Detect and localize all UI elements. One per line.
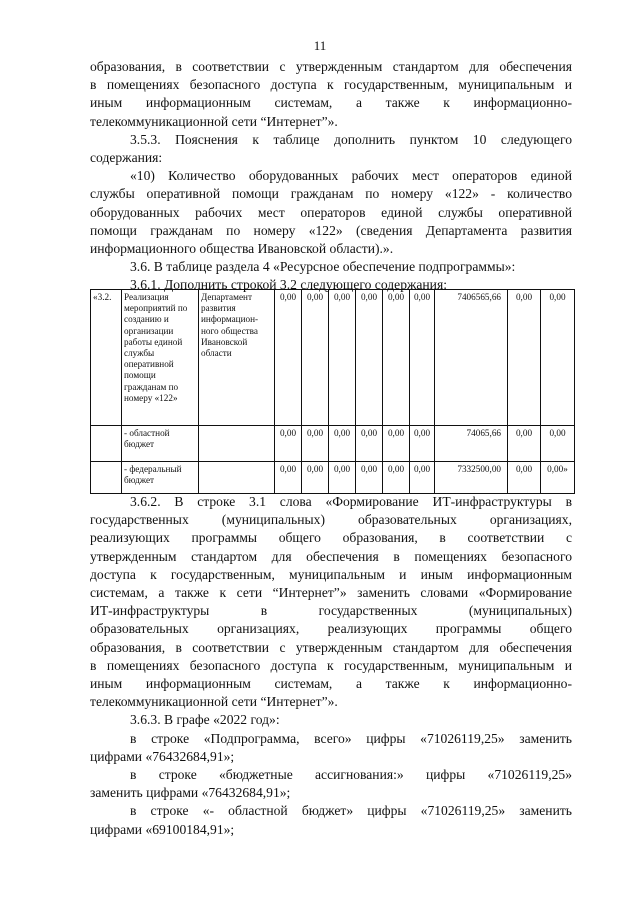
row-executor bbox=[199, 426, 275, 462]
text-line: заменить цифрами «76432684,91»; bbox=[90, 785, 291, 801]
table-row bbox=[91, 426, 575, 462]
text-line: утвержденным стандартом для обеспечения в помещениях безопасного bbox=[90, 548, 572, 564]
value-cell: 0,00 bbox=[410, 290, 435, 426]
text-line: содержания: bbox=[90, 150, 163, 166]
value-2023: 0,00 bbox=[508, 290, 541, 426]
value-2024: 0,00» bbox=[541, 462, 575, 494]
value-cell: 0,00 bbox=[356, 462, 383, 494]
text-line: 3.6.1. Дополнить строкой 3.2 следующего содержания: bbox=[130, 277, 447, 293]
text-line: «10) Количество оборудованных рабочих мест операторов единой bbox=[130, 168, 572, 184]
text-line: образовательных организациях, реализующих программы общего bbox=[90, 621, 572, 637]
text-line: иным информационным системам, а также к информационно- bbox=[90, 676, 572, 692]
text-line: государственных (муниципальных) образовательных организациях, bbox=[90, 512, 572, 528]
value-2024: 0,00 bbox=[541, 290, 575, 426]
row-name: - федеральный бюджет bbox=[122, 462, 199, 494]
text-line: цифрами «69100184,91»; bbox=[90, 821, 235, 837]
text-line: информационного общества Ивановской области).». bbox=[90, 241, 394, 257]
text-line: в помещениях безопасного доступа к государственным, муниципальным и bbox=[90, 657, 572, 673]
value-cell: 0,00 bbox=[383, 426, 410, 462]
row-name: Реализация мероприятий по созданию и организации работы единой службы оперативной помощи гражданам по номеру «122» bbox=[122, 290, 199, 426]
value-cell: 0,00 bbox=[410, 426, 435, 462]
value-2024: 0,00 bbox=[541, 426, 575, 462]
value-cell: 0,00 bbox=[383, 290, 410, 426]
text-line: системам, а также к сети “Интернет”» заменить словами «Формирование bbox=[90, 585, 572, 601]
resource-table bbox=[90, 289, 575, 494]
row-name: - областной бюджет bbox=[122, 426, 199, 462]
text-line: 3.6.3. В графе «2022 год»: bbox=[130, 712, 280, 728]
row-number: «3.2. bbox=[91, 290, 122, 426]
text-line: образования, в соответствии с утвержденным стандартом для обеспечения bbox=[90, 59, 572, 74]
text-line: доступа к государственным, муниципальным и иным информационным bbox=[90, 566, 572, 582]
top-text bbox=[90, 58, 572, 295]
row-executor bbox=[199, 462, 275, 494]
text-line: службы оперативной помощи гражданам по номеру «122» - количество bbox=[90, 186, 572, 202]
text-line: телекоммуникационной сети “Интернет”». bbox=[90, 113, 338, 129]
page-number: 11 bbox=[313, 38, 327, 53]
value-2023: 0,00 bbox=[508, 426, 541, 462]
text-line: в строке «бюджетные ассигнования:» цифры «71026119,25» bbox=[130, 767, 572, 783]
value-cell: 0,00 bbox=[302, 290, 329, 426]
value-cell: 0,00 bbox=[329, 462, 356, 494]
text-line: 3.6. В таблице раздела 4 «Ресурсное обеспечение подпрограммы»: bbox=[130, 259, 516, 275]
value-cell: 0,00 bbox=[383, 462, 410, 494]
table-row bbox=[91, 462, 575, 494]
value-2022: 74065,66 bbox=[435, 426, 508, 462]
table-row bbox=[91, 290, 575, 426]
value-cell: 0,00 bbox=[275, 426, 302, 462]
value-cell: 0,00 bbox=[275, 290, 302, 426]
value-cell: 0,00 bbox=[302, 426, 329, 462]
row-number bbox=[91, 426, 122, 462]
value-cell: 0,00 bbox=[275, 462, 302, 494]
value-2022: 7406565,66 bbox=[435, 290, 508, 426]
text-line: образования, в соответствии с утвержденным стандартом для обеспечения bbox=[90, 639, 572, 655]
value-cell: 0,00 bbox=[302, 462, 329, 494]
text-line: оборудованных рабочих мест операторов единой службы оперативной bbox=[90, 204, 572, 220]
value-cell: 0,00 bbox=[329, 426, 356, 462]
text-line: ИТ-инфраструктуры в государственных (муниципальных) bbox=[90, 603, 572, 619]
text-line: телекоммуникационной сети “Интернет”». bbox=[90, 694, 338, 710]
value-cell: 0,00 bbox=[356, 426, 383, 462]
text-line: иным информационным системам, а также к информационно- bbox=[90, 95, 572, 111]
value-cell: 0,00 bbox=[329, 290, 356, 426]
value-2023: 0,00 bbox=[508, 462, 541, 494]
text-line: помощи гражданам по номеру «122» (сведения Департамента развития bbox=[90, 222, 572, 238]
text-line: в строке «- областной бюджет» цифры «71026119,25» заменить bbox=[130, 803, 572, 819]
text-line: в помещениях безопасного доступа к государственным, муниципальным и bbox=[90, 77, 572, 93]
text-line: реализующих программы общего образования, в соответствии с bbox=[90, 530, 572, 546]
text-line: 3.6.2. В строке 3.1 слова «Формирование ИТ-инфраструктуры в bbox=[130, 494, 572, 509]
bottom-text bbox=[90, 493, 572, 839]
text-line: 3.5.3. Пояснения к таблице дополнить пунктом 10 следующего bbox=[130, 131, 572, 147]
row-number bbox=[91, 462, 122, 494]
value-2022: 7332500,00 bbox=[435, 462, 508, 494]
value-cell: 0,00 bbox=[410, 462, 435, 494]
text-line: в строке «Подпрограмма, всего» цифры «71026119,25» заменить bbox=[130, 730, 572, 746]
row-executor: Департамент развития информацион-ного общества Ивановской области bbox=[199, 290, 275, 426]
value-cell: 0,00 bbox=[356, 290, 383, 426]
text-line: цифрами «76432684,91»; bbox=[90, 748, 235, 764]
